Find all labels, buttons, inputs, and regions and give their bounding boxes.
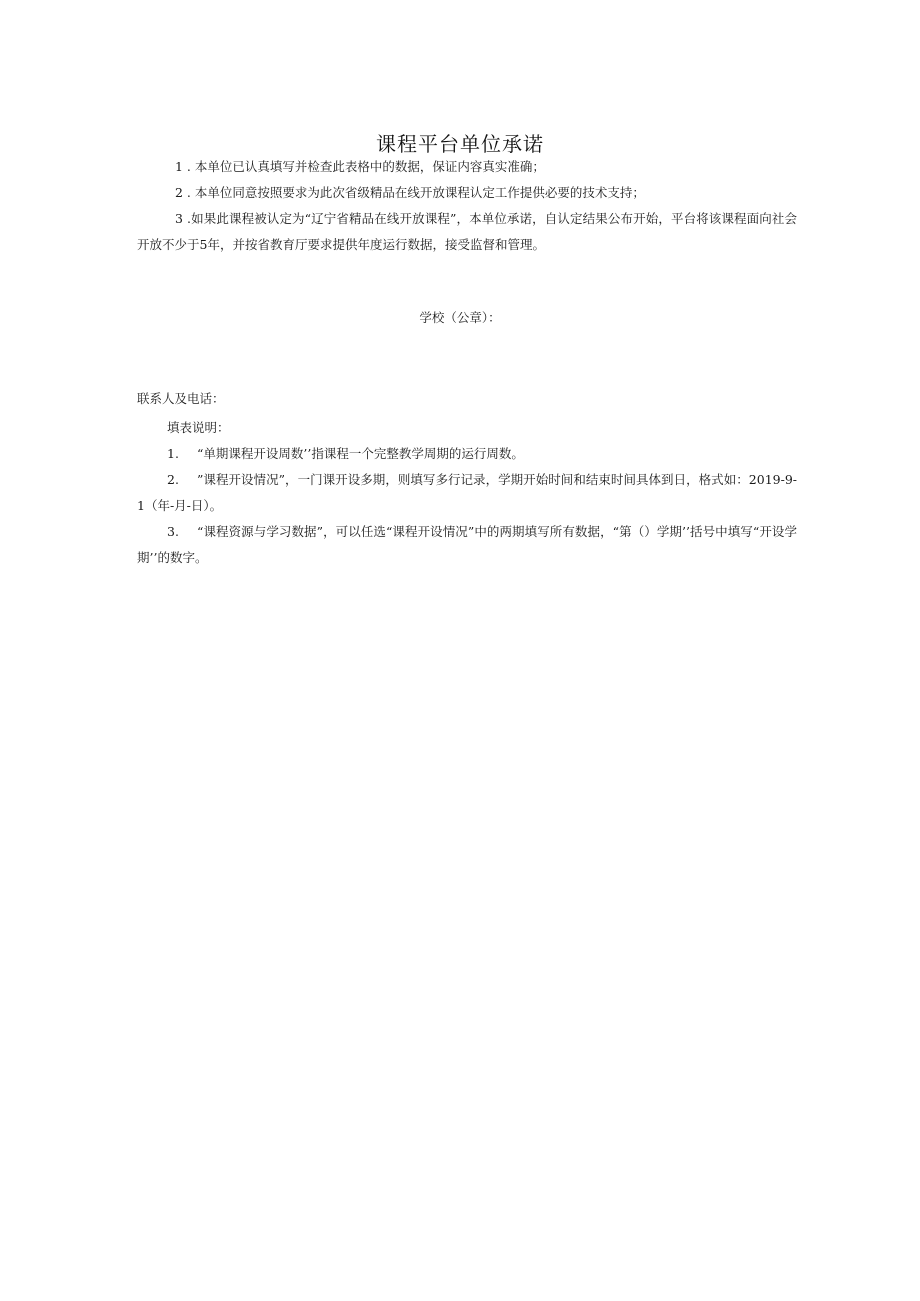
instruction-number: 1. — [167, 446, 179, 461]
commitment-item-2: 2 . 本单位同意按照要求为此次省级精品在线开放课程认定工作提供必要的技术支持； — [175, 185, 645, 200]
instruction-number: 3. — [167, 524, 179, 539]
document-title: 课程平台单位承诺 — [376, 132, 544, 156]
commitment-item-3: 3 .如果此课程被认定为“辽宁省精品在线开放课程”，本单位承诺，自认定结果公布开始，平台将该课程面向社会开放不少于5年，并按省教育厅要求提供年度运行数据，接受监督和管理。 — [137, 211, 797, 252]
commitment-list — [137, 154, 797, 258]
instruction-item-2 — [137, 467, 797, 519]
instruction-item-1 — [137, 441, 797, 467]
instructions-heading: 填表说明： — [167, 420, 230, 435]
instruction-text: “课程资源与学习数据”，可以任选“课程开设情况”中的两期填写所有数据，“第（）学期’’括号中填写“开设学期’’的数字。 — [137, 524, 797, 565]
instruction-text: “单期课程开设周数’’指课程一个完整教学周期的运行周数。 — [197, 446, 524, 461]
instruction-text: ”课程开设情况”，一门课开设多期，则填写多行记录，学期开始时间和结束时间具体到日，格式如：2019-9-1（年-月-日）。 — [137, 472, 797, 513]
filling-instructions — [137, 415, 797, 571]
contact-label: 联系人及电话： — [137, 391, 225, 406]
instruction-number: 2. — [167, 472, 179, 487]
school-stamp-label: 学校（公章）： — [419, 310, 501, 325]
commitment-item-1: 1 . 本单位已认真填写并检查此表格中的数据，保证内容真实准确； — [175, 159, 545, 174]
instruction-item-3 — [137, 519, 797, 571]
